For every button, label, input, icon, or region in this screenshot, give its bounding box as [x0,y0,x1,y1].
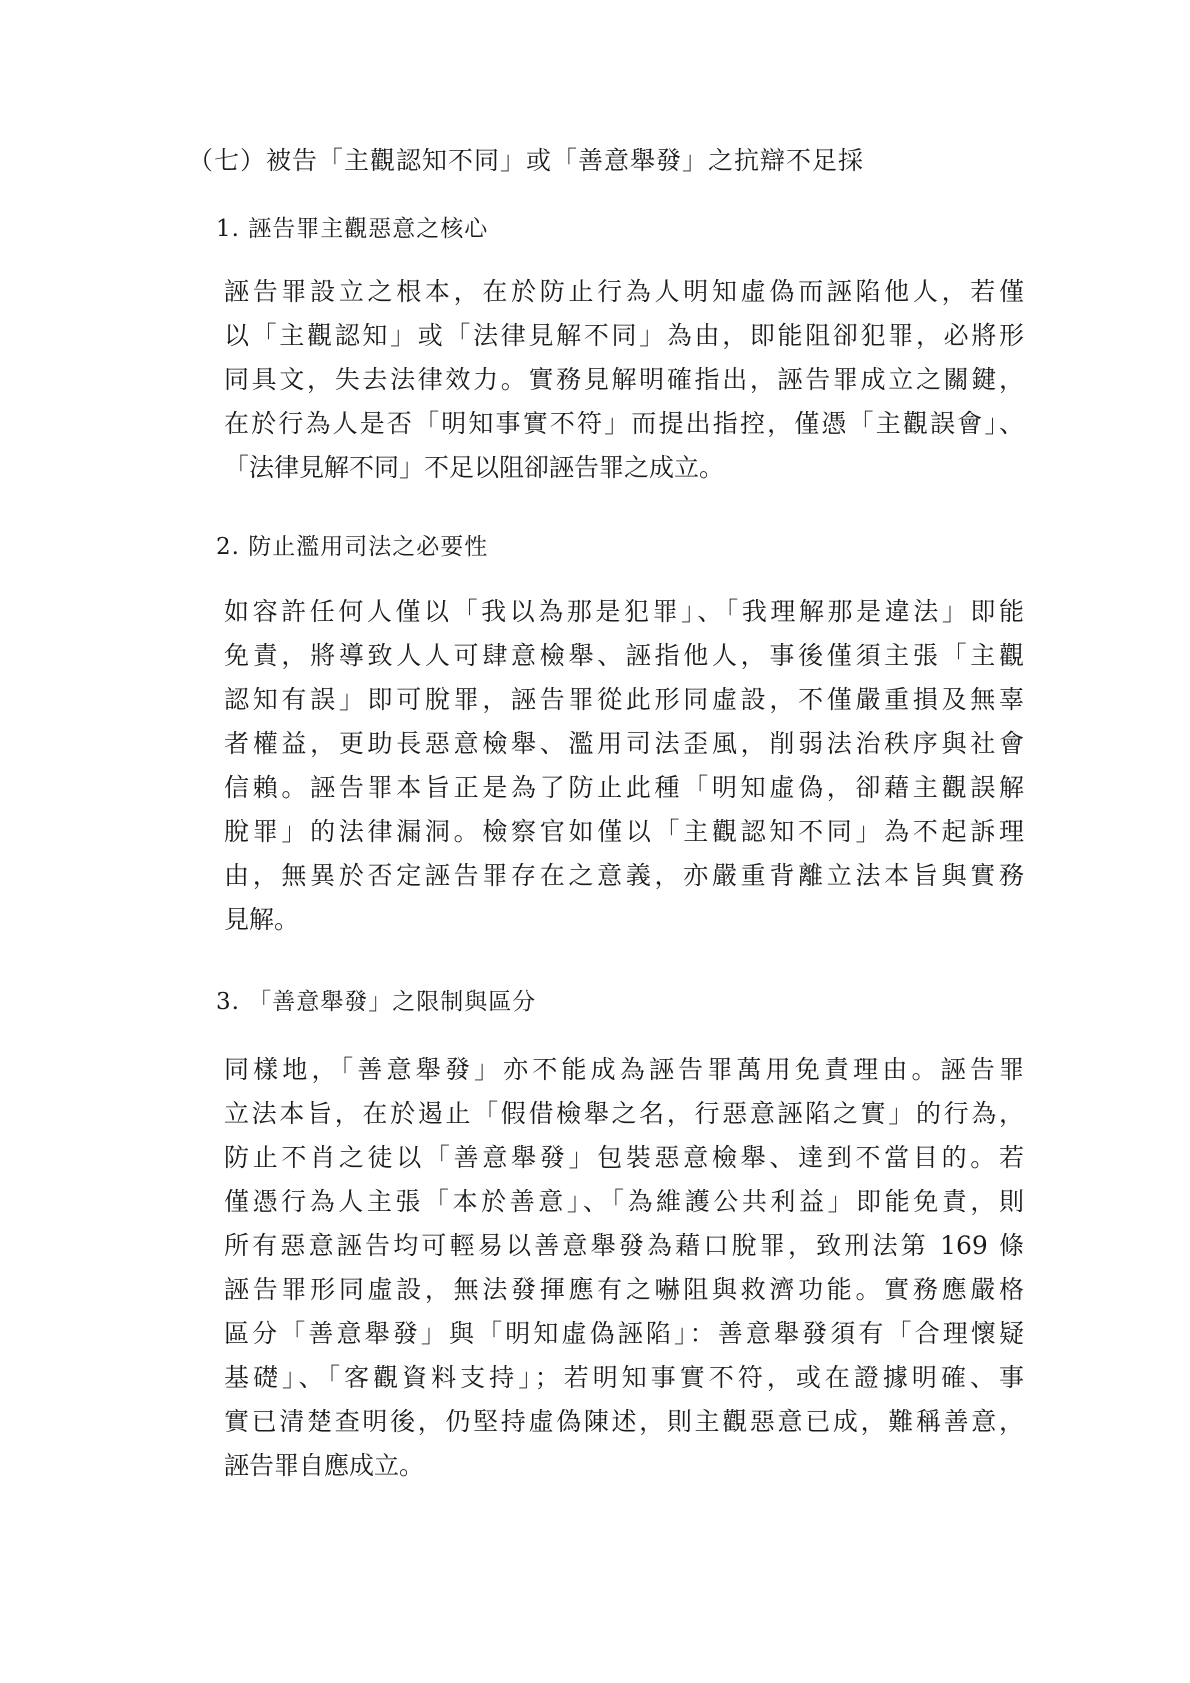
paragraph-line: 誣告罪形同虛設，無法發揮應有之嚇阻與救濟功能。實務應嚴格 [224,1275,1024,1304]
paragraph-1 [224,270,1024,490]
paragraph-line: 「法律見解不同」不足以阻卻誣告罪之成立。 [224,453,725,482]
section-heading: （七）被告「主觀認知不同」或「善意舉發」之抗辯不足採 [188,146,865,175]
paragraph-line: 基礎」、「客觀資料支持」；若明知事實不符，或在證據明確、事 [224,1363,1024,1392]
paragraph-line: 免責，將導致人人可肆意檢舉、誣指他人，事後僅須主張「主觀 [224,641,1024,670]
paragraph-line: 信賴。誣告罪本旨正是為了防止此種「明知虛偽，卻藉主觀誤解 [224,773,1024,802]
paragraph-line: 在於行為人是否「明知事實不符」而提出指控，僅憑「主觀誤會」、 [224,409,1024,438]
paragraph-line: 僅憑行為人主張「本於善意」、「為維護公共利益」即能免責，則 [224,1187,1024,1216]
paragraph-line: 如容許任何人僅以「我以為那是犯罪」、「我理解那是違法」即能 [224,597,1024,626]
paragraph-line: 立法本旨，在於遏止「假借檢舉之名，行惡意誣陷之實」的行為， [224,1099,1024,1128]
paragraph-line: 區分「善意舉發」與「明知虛偽誣陷」：善意舉發須有「合理懷疑 [224,1319,1024,1348]
paragraph-line: 以「主觀認知」或「法律見解不同」為由，即能阻卻犯罪，必將形 [224,321,1024,350]
subsection-title-2: 2. 防止濫用司法之必要性 [216,534,489,560]
paragraph-line: 由，無異於否定誣告罪存在之意義，亦嚴重背離立法本旨與實務 [224,861,1024,890]
paragraph-line: 認知有誤」即可脫罪，誣告罪從此形同虛設，不僅嚴重損及無辜 [224,685,1024,714]
paragraph-line: 見解。 [224,905,300,934]
paragraph-line: 防止不肖之徒以「善意舉發」包裝惡意檢舉、達到不當目的。若 [224,1143,1024,1172]
paragraph-2 [224,590,1024,942]
subsection-title-1: 1. 誣告罪主觀惡意之核心 [216,216,489,242]
paragraph-line: 實已清楚查明後，仍堅持虛偽陳述，則主觀惡意已成，難稱善意， [224,1407,1024,1436]
paragraph-line: 誣告罪自應成立。 [224,1451,425,1480]
paragraph-3 [224,1048,1024,1488]
paragraph-line: 脫罪」的法律漏洞。檢察官如僅以「主觀認知不同」為不起訴理 [224,817,1024,846]
paragraph-line: 同具文，失去法律效力。實務見解明確指出，誣告罪成立之關鍵， [224,365,1024,394]
subsection-title-3: 3. 「善意舉發」之限制與區分 [216,989,537,1015]
paragraph-line: 誣告罪設立之根本，在於防止行為人明知虛偽而誣陷他人，若僅 [224,277,1024,306]
paragraph-line: 者權益，更助長惡意檢舉、濫用司法歪風，削弱法治秩序與社會 [224,729,1024,758]
paragraph-line: 同樣地，「善意舉發」亦不能成為誣告罪萬用免責理由。誣告罪 [224,1055,1024,1084]
paragraph-line: 所有惡意誣告均可輕易以善意舉發為藉口脫罪，致刑法第 169 條 [224,1231,1024,1260]
